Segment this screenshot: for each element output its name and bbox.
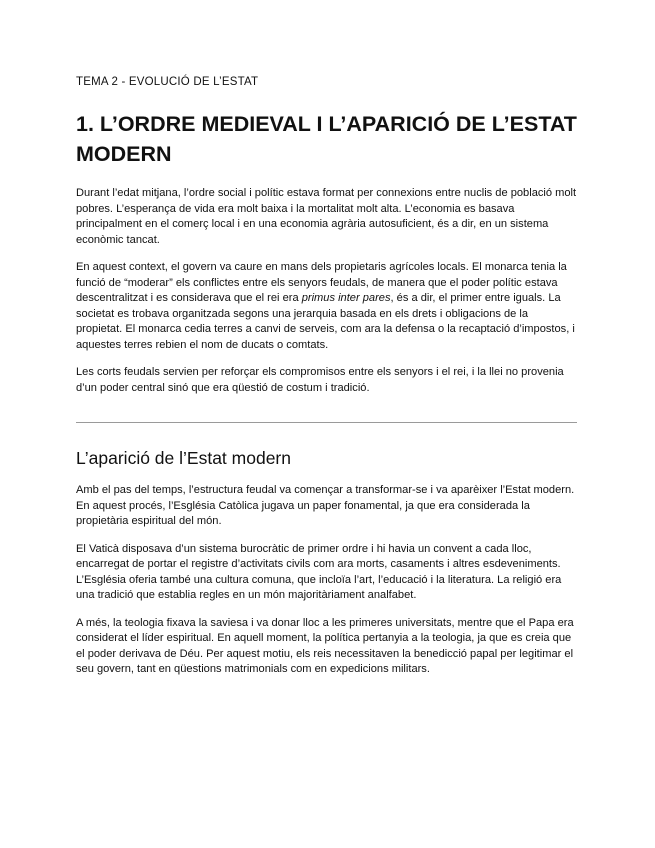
paragraph-text: En aquest context, el govern va caure en mans dels propietaris agrícoles locals. El monarca tenia la funció de “moderar” els conflictes entre els senyors feudals, de manera que el poder polític estava descentralitzat i es considerava que el rei era — [76, 261, 567, 304]
document-header: TEMA 2 - EVOLUCIÓ DE L’ESTAT — [76, 76, 259, 88]
paragraph: Amb el pas del temps, l’estructura feudal va començar a transformar-se i va aparèixer l’Estat modern. En aquest procés, l’Església Catòlica jugava un paper fonamental, ja que era considerada la propietària espiritual del món. — [76, 484, 575, 527]
paragraph: A més, la teologia fixava la saviesa i va donar lloc a les primeres universitats, mentre que el Papa era considerat el líder espiritual. En aquell moment, la política pertanyia a la teologia, ja que es creia que el poder derivava de Déu. Per aquest motiu, els reis necessitaven la benedicció papal per legitimar el seu govern, tant en qüestions matrimonials com en expedicions militars. — [76, 616, 574, 675]
page-title: 1. L’ORDRE MEDIEVAL I L’APARICIÓ DE L’ESTAT MODERN — [76, 112, 577, 166]
section-heading: L’aparició de l’Estat modern — [76, 448, 291, 468]
section-medieval-order — [76, 186, 577, 396]
section-divider — [76, 422, 577, 423]
emphasis-text: primus inter pares — [301, 292, 391, 304]
paragraph: El Vaticà disposava d’un sistema burocràtic de primer ordre i hi havia un convent a cada lloc, encarregat de portar el registre d’activitats civils com ara morts, casaments i altres esdeveniments. L’Església oferia també una cultura comuna, que incloïa l’art, l’educació i la literatura. La religió era una tradició que establia regles en un món majoritàriament analfabet. — [76, 542, 562, 601]
paragraph-text: , és a dir, el primer entre iguals. La societat es trobava organitzada segons una jerarquia basada en els drets i obligacions de la propietat. El monarca cedia terres a canvi de serveis, com ara la defensa o la recaptació d’impostos, i aquestes terres rebien el nom de ducats o comtats. — [76, 292, 575, 351]
paragraph — [76, 260, 577, 353]
paragraph: Les corts feudals servien per reforçar els compromisos entre els senyors i el rei, i la llei no provenia d’un poder central sinó que era qüestió de costum i tradició. — [76, 366, 564, 394]
paragraph: Durant l’edat mitjana, l’ordre social i polític estava format per connexions entre nuclis de població molt pobres. L’esperança de vida era molt baixa i la mortalitat molt alta. L’economia es basava principalment en el comerç local i en una economia agrària autosuficient, és a dir, en un sistema econòmic tancat. — [76, 187, 577, 246]
section-modern-state — [76, 447, 577, 678]
